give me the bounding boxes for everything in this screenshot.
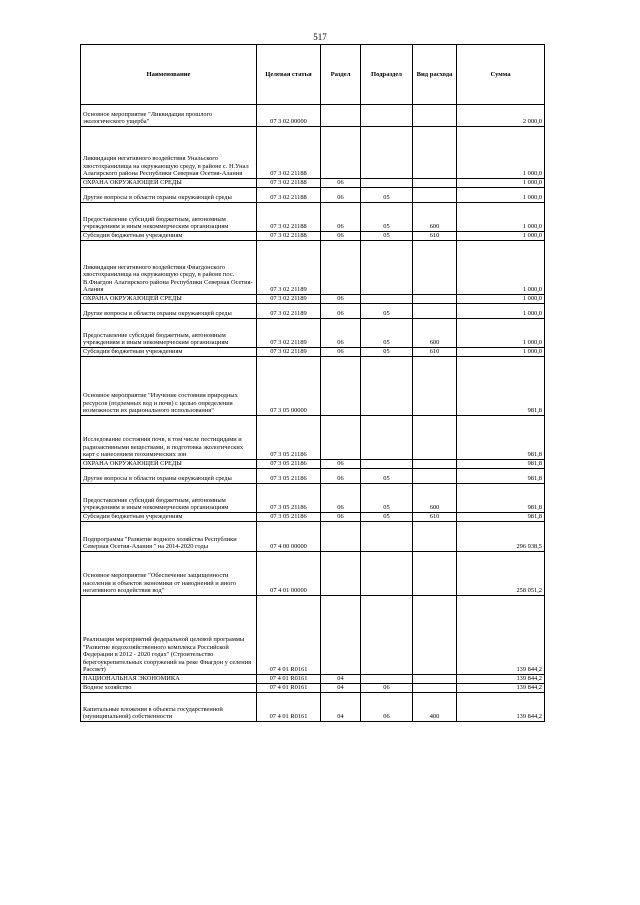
table-header-row	[81, 45, 545, 105]
table-row	[81, 357, 545, 416]
cell-section: 06	[321, 484, 361, 513]
cell-subsection	[361, 522, 413, 552]
cell-expense-type	[413, 416, 457, 460]
cell-expense-type: 610	[413, 348, 457, 357]
cell-amount: 139 844,2	[457, 675, 545, 684]
table-row	[81, 460, 545, 469]
table-row	[81, 232, 545, 241]
cell-amount: 1 000,0	[457, 295, 545, 304]
cell-target: 07 3 05 21186	[257, 416, 321, 460]
cell-expense-type: 600	[413, 319, 457, 348]
table-row	[81, 484, 545, 513]
cell-subsection	[361, 357, 413, 416]
cell-section: 06	[321, 460, 361, 469]
cell-name: Ликвидация негативного воздействия Фиагдонского хвостохранилища на окружающую среду, в районе пос. В.Фиагдон Алагирского района Республики Северная Осетия-Алания	[81, 241, 257, 295]
cell-name: Основное мероприятие "Изучение состояния природных ресурсов (подземных вод и почв) с целью определения возможности их рационального использования"	[81, 357, 257, 416]
cell-target: 07 3 02 21189	[257, 241, 321, 295]
cell-target: 07 4 01 R0161	[257, 684, 321, 693]
table-row	[81, 241, 545, 295]
table-row	[81, 348, 545, 357]
cell-target: 07 3 02 21188	[257, 179, 321, 188]
table-row	[81, 304, 545, 319]
table-row	[81, 469, 545, 484]
cell-name: Другие вопросы в области охраны окружающей среды	[81, 469, 257, 484]
cell-target: 07 3 02 21188	[257, 188, 321, 203]
cell-section	[321, 416, 361, 460]
cell-name: Реализация мероприятий федеральной целевой программы "Развитие водохозяйственного комплекса Российской Федерации в 2012 - 2020 годах" (Строительство берегоукрепительных сооружений на реке Фиагдон у селения Рассвет)	[81, 596, 257, 675]
cell-expense-type: 610	[413, 513, 457, 522]
cell-amount: 139 844,2	[457, 684, 545, 693]
budget-table	[80, 44, 545, 722]
cell-amount: 1 000,0	[457, 188, 545, 203]
cell-amount: 981,8	[457, 484, 545, 513]
cell-expense-type: 610	[413, 232, 457, 241]
cell-expense-type	[413, 295, 457, 304]
cell-section: 06	[321, 179, 361, 188]
cell-section: 06	[321, 304, 361, 319]
table-row	[81, 105, 545, 127]
cell-name: Субсидии бюджетным учреждениям	[81, 513, 257, 522]
table-row	[81, 684, 545, 693]
cell-section	[321, 596, 361, 675]
cell-name: Подпрограмма "Развитие водного хозяйства Республики Северная Осетия-Алания " на 2014-2020 годы	[81, 522, 257, 552]
cell-subsection: 05	[361, 484, 413, 513]
cell-subsection	[361, 675, 413, 684]
table-row	[81, 203, 545, 232]
cell-section: 04	[321, 684, 361, 693]
table-row	[81, 552, 545, 596]
cell-amount: 981,8	[457, 513, 545, 522]
cell-section: 06	[321, 203, 361, 232]
table-row	[81, 295, 545, 304]
table-row	[81, 319, 545, 348]
cell-subsection: 05	[361, 232, 413, 241]
cell-subsection	[361, 241, 413, 295]
cell-expense-type	[413, 179, 457, 188]
cell-name: ОХРАНА ОКРУЖАЮЩЕЙ СРЕДЫ	[81, 295, 257, 304]
cell-amount: 1 000,0	[457, 241, 545, 295]
cell-name: Водное хозяйство	[81, 684, 257, 693]
cell-target: 07 3 02 00000	[257, 105, 321, 127]
header-amount: Сумма	[457, 45, 545, 105]
cell-name: Исследование состояния почв, в том числе пестицидами и радиоактивными веществами, и подготовка экологических карт с нанесением геохимических зон	[81, 416, 257, 460]
cell-name: Субсидии бюджетным учреждениям	[81, 348, 257, 357]
table-row	[81, 675, 545, 684]
cell-amount: 258 051,2	[457, 552, 545, 596]
cell-expense-type	[413, 552, 457, 596]
cell-target: 07 4 00 00000	[257, 522, 321, 552]
cell-name: Основное мероприятие "Обеспечение защищенности населения и объектов экономики от наводнений и иного негативного воздействия вод"	[81, 552, 257, 596]
table-row	[81, 596, 545, 675]
cell-section	[321, 522, 361, 552]
cell-name: Другие вопросы в области охраны окружающей среды	[81, 304, 257, 319]
cell-target: 07 3 02 21188	[257, 203, 321, 232]
cell-expense-type	[413, 460, 457, 469]
cell-amount: 296 938,5	[457, 522, 545, 552]
cell-amount: 981,8	[457, 460, 545, 469]
cell-subsection	[361, 416, 413, 460]
cell-amount: 1 000,0	[457, 348, 545, 357]
table-row	[81, 179, 545, 188]
cell-amount: 1 000,0	[457, 232, 545, 241]
cell-expense-type	[413, 469, 457, 484]
cell-target: 07 3 02 21188	[257, 127, 321, 179]
cell-amount: 1 000,0	[457, 203, 545, 232]
cell-section	[321, 241, 361, 295]
cell-subsection	[361, 127, 413, 179]
page-number: 517	[313, 32, 327, 42]
cell-subsection: 05	[361, 348, 413, 357]
cell-amount: 981,8	[457, 357, 545, 416]
header-expense-type: Вид расхода	[413, 45, 457, 105]
cell-section: 04	[321, 675, 361, 684]
cell-section	[321, 357, 361, 416]
cell-expense-type	[413, 188, 457, 203]
cell-subsection	[361, 460, 413, 469]
cell-section	[321, 127, 361, 179]
cell-expense-type: 600	[413, 203, 457, 232]
cell-name: Предоставление субсидий бюджетным, автономным учреждениям и иным некоммерческим организациям	[81, 484, 257, 513]
cell-expense-type: 600	[413, 484, 457, 513]
cell-target: 07 3 05 21186	[257, 513, 321, 522]
table-row	[81, 127, 545, 179]
cell-expense-type	[413, 241, 457, 295]
cell-name: ОХРАНА ОКРУЖАЮЩЕЙ СРЕДЫ	[81, 179, 257, 188]
cell-target: 07 3 02 21189	[257, 348, 321, 357]
cell-amount: 139 844,2	[457, 596, 545, 675]
cell-name: НАЦИОНАЛЬНАЯ ЭКОНОМИКА	[81, 675, 257, 684]
header-section: Раздел	[321, 45, 361, 105]
cell-subsection: 05	[361, 513, 413, 522]
cell-subsection: 05	[361, 188, 413, 203]
header-name: Наименование	[81, 45, 257, 105]
cell-amount: 981,8	[457, 416, 545, 460]
cell-expense-type	[413, 105, 457, 127]
cell-target: 07 3 05 21186	[257, 484, 321, 513]
cell-name: Предоставление субсидий бюджетным, автономным учреждениям и иным некоммерческим организациям	[81, 319, 257, 348]
cell-target: 07 3 02 21189	[257, 295, 321, 304]
cell-subsection	[361, 552, 413, 596]
cell-target: 07 4 01 R0161	[257, 693, 321, 722]
cell-section: 06	[321, 295, 361, 304]
cell-target: 07 3 05 21186	[257, 460, 321, 469]
cell-expense-type	[413, 127, 457, 179]
cell-name: Основное мероприятие "Ликвидация прошлого экологического ущерба"	[81, 105, 257, 127]
cell-target: 07 3 02 21189	[257, 304, 321, 319]
cell-expense-type	[413, 675, 457, 684]
header-subsection: Подраздел	[361, 45, 413, 105]
cell-name: Предоставление субсидий бюджетным, автономным учреждениям и иным некоммерческим организациям	[81, 203, 257, 232]
cell-name: Ликвидация негативного воздействия Унальского хвостохранилища на окружающую среду, в районе с. Н.Унал Алагирского района Республики Северная Осетия-Алания	[81, 127, 257, 179]
cell-section	[321, 105, 361, 127]
cell-expense-type	[413, 357, 457, 416]
cell-target: 07 3 02 21189	[257, 319, 321, 348]
cell-section: 06	[321, 469, 361, 484]
table-row	[81, 522, 545, 552]
header-target: Целевая статья	[257, 45, 321, 105]
cell-amount: 981,8	[457, 469, 545, 484]
table-row	[81, 693, 545, 722]
cell-subsection: 05	[361, 304, 413, 319]
cell-amount: 1 000,0	[457, 319, 545, 348]
cell-amount: 1 000,0	[457, 127, 545, 179]
cell-amount: 139 844,2	[457, 693, 545, 722]
cell-subsection	[361, 295, 413, 304]
cell-section: 06	[321, 513, 361, 522]
cell-target: 07 4 01 R0161	[257, 596, 321, 675]
cell-section: 06	[321, 319, 361, 348]
cell-section: 06	[321, 188, 361, 203]
cell-subsection: 05	[361, 319, 413, 348]
cell-target: 07 3 02 21188	[257, 232, 321, 241]
cell-subsection: 06	[361, 693, 413, 722]
cell-subsection	[361, 596, 413, 675]
cell-section: 06	[321, 232, 361, 241]
cell-subsection: 06	[361, 684, 413, 693]
cell-target: 07 3 05 00000	[257, 357, 321, 416]
cell-amount: 1 000,0	[457, 179, 545, 188]
cell-target: 07 4 01 00000	[257, 552, 321, 596]
cell-amount: 2 000,0	[457, 105, 545, 127]
cell-name: Субсидии бюджетным учреждениям	[81, 232, 257, 241]
cell-section: 06	[321, 348, 361, 357]
cell-name: ОХРАНА ОКРУЖАЮЩЕЙ СРЕДЫ	[81, 460, 257, 469]
cell-amount: 1 000,0	[457, 304, 545, 319]
cell-expense-type	[413, 596, 457, 675]
cell-subsection	[361, 105, 413, 127]
table-row	[81, 513, 545, 522]
cell-name: Капитальные вложения в объекты государственной (муниципальной) собственности	[81, 693, 257, 722]
cell-name: Другие вопросы в области охраны окружающей среды	[81, 188, 257, 203]
cell-target: 07 4 01 R0161	[257, 675, 321, 684]
table-row	[81, 416, 545, 460]
cell-section: 04	[321, 693, 361, 722]
cell-expense-type	[413, 304, 457, 319]
cell-subsection: 05	[361, 203, 413, 232]
cell-expense-type	[413, 684, 457, 693]
cell-target: 07 3 05 21186	[257, 469, 321, 484]
cell-subsection	[361, 179, 413, 188]
cell-subsection: 05	[361, 469, 413, 484]
table-row	[81, 188, 545, 203]
cell-expense-type	[413, 522, 457, 552]
cell-section	[321, 552, 361, 596]
cell-expense-type: 400	[413, 693, 457, 722]
